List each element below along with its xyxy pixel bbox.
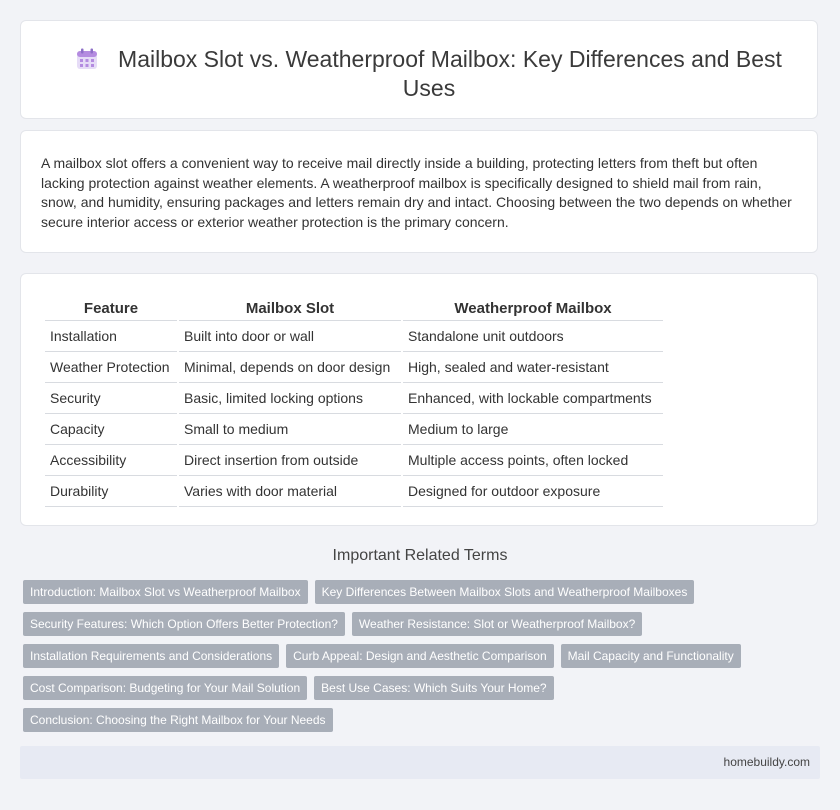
related-term-tag[interactable]: Introduction: Mailbox Slot vs Weatherproof Mailbox [23, 580, 308, 604]
related-term-tag[interactable]: Security Features: Which Option Offers Better Protection? [23, 612, 345, 636]
table-cell: Standalone unit outdoors [403, 321, 663, 352]
table-row [45, 352, 663, 383]
comparison-card [20, 273, 818, 526]
intro-text: A mailbox slot offers a convenient way to receive mail directly inside a building, protecting letters from theft but often lacking protection against weather elements. A weatherproof mailbox is specifically designed to shield mail from rain, snow, and humidity, ensuring packages and letters remain dry and intact. Choosing between the two depends on whether secure interior access or exterior weather protection is the primary concern. [41, 155, 792, 230]
table-header-row [45, 296, 663, 321]
page-title: Mailbox Slot vs. Weatherproof Mailbox: Key Differences and Best Uses [118, 46, 782, 101]
column-header-weatherproof-mailbox: Weatherproof Mailbox [403, 296, 663, 321]
table-cell: Varies with door material [179, 476, 401, 507]
table-cell: Designed for outdoor exposure [403, 476, 663, 507]
intro-card [20, 130, 818, 253]
table-cell: Minimal, depends on door design [179, 352, 401, 383]
table-row [45, 476, 663, 507]
table-cell: Accessibility [45, 445, 177, 476]
table-cell: Weather Protection [45, 352, 177, 383]
column-header-feature: Feature [45, 296, 177, 321]
related-term-tag[interactable]: Cost Comparison: Budgeting for Your Mail Solution [23, 676, 307, 700]
related-term-tag[interactable]: Key Differences Between Mailbox Slots and Weatherproof Mailboxes [315, 580, 695, 604]
footer [20, 746, 820, 779]
table-cell: Installation [45, 321, 177, 352]
table-row [45, 414, 663, 445]
page-title-wrap [61, 45, 797, 103]
comparison-table [43, 296, 665, 507]
table-cell: Durability [45, 476, 177, 507]
table-cell: Direct insertion from outside [179, 445, 401, 476]
table-cell: Basic, limited locking options [179, 383, 401, 414]
table-row [45, 321, 663, 352]
table-row [45, 383, 663, 414]
table-cell: Small to medium [179, 414, 401, 445]
related-term-tag[interactable]: Conclusion: Choosing the Right Mailbox for Your Needs [23, 708, 333, 732]
table-cell: Medium to large [403, 414, 663, 445]
table-cell: Capacity [45, 414, 177, 445]
related-term-tag[interactable]: Mail Capacity and Functionality [561, 644, 741, 668]
related-term-tag[interactable]: Weather Resistance: Slot or Weatherproof Mailbox? [352, 612, 642, 636]
related-term-tag[interactable]: Best Use Cases: Which Suits Your Home? [314, 676, 553, 700]
table-row [45, 445, 663, 476]
table-cell: Security [45, 383, 177, 414]
table-cell: Built into door or wall [179, 321, 401, 352]
related-terms-tags [23, 580, 813, 740]
table-cell: Multiple access points, often locked [403, 445, 663, 476]
table-cell: High, sealed and water-resistant [403, 352, 663, 383]
header-card [20, 20, 818, 119]
column-header-mailbox-slot: Mailbox Slot [179, 296, 401, 321]
footer-site-link[interactable]: homebuildy.com [723, 755, 810, 769]
related-term-tag[interactable]: Curb Appeal: Design and Aesthetic Comparison [286, 644, 553, 668]
related-terms-heading: Important Related Terms [332, 547, 508, 564]
related-term-tag[interactable]: Installation Requirements and Considerations [23, 644, 279, 668]
table-cell: Enhanced, with lockable compartments [403, 383, 663, 414]
calendar-icon [76, 48, 98, 70]
